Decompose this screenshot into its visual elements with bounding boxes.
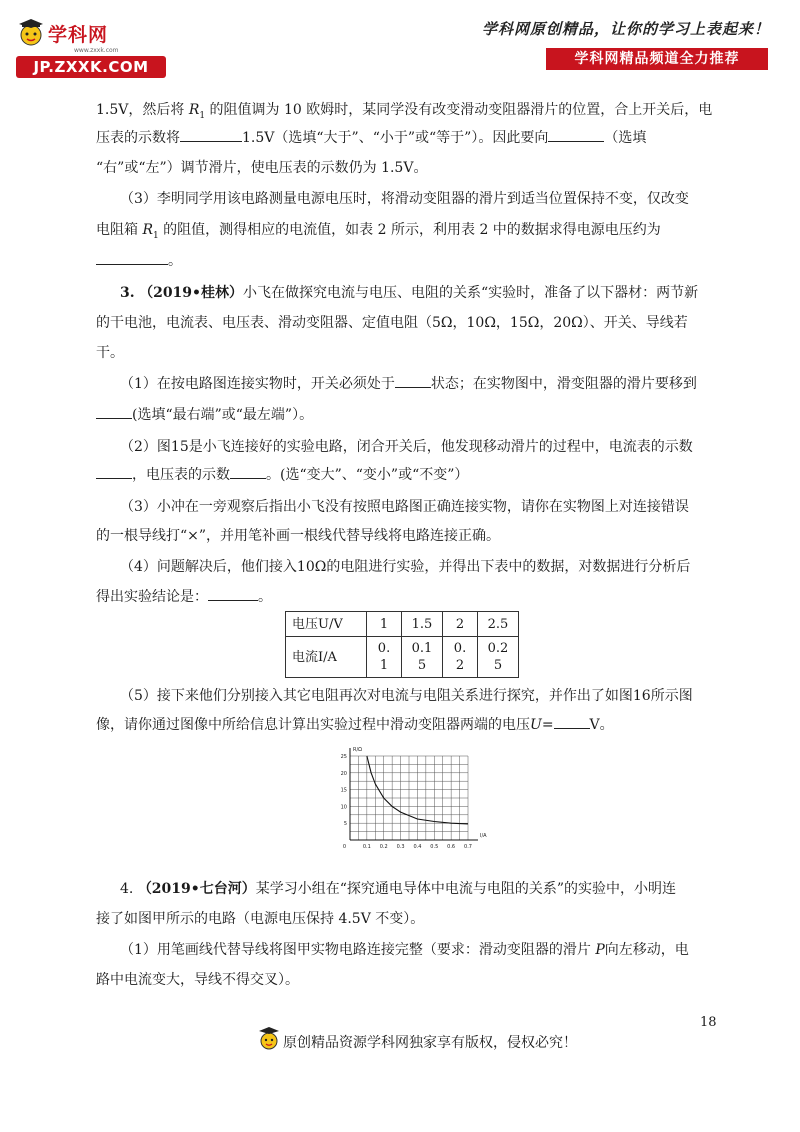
text-line: 的一根导线打“×”，并用笔补画一根线代替导线将电路连接正确。 (96, 528, 501, 544)
zxxk-logo (14, 14, 174, 76)
table-cell: 1 (367, 612, 402, 637)
data-table (285, 611, 519, 678)
page-footer (258, 1026, 598, 1056)
text-line: （3）李明同学用该电路测量电源电压时，将滑动变阻器的滑片到适当位置保持不变，仅改变 (120, 191, 689, 207)
footer-copyright: 原创精品资源学科网独家享有版权，侵权必究！ (283, 1035, 577, 1051)
text-line: 的干电池，电流表、电压表、滑动变阻器、定值电阻（5Ω，10Ω，15Ω，20Ω）、开关、导线若 (96, 315, 688, 331)
table-cell: 2.5 (478, 612, 519, 637)
y-axis-label: R/Ω (353, 747, 362, 753)
y-tick-label: 25 (340, 754, 347, 760)
y-tick-label: 10 (340, 804, 347, 811)
logo-url: JP.ZXXK.COM (33, 58, 149, 76)
mascot-icon (258, 1026, 280, 1052)
header-slogan: 学科网原创精品，让你的学习上表起来！ (481, 20, 770, 38)
text-line: 像，请你通过图像中所给信息计算出实验过程中滑动变阻器两端的电压U= V。 (96, 717, 614, 733)
x-tick-label: 0.3 (396, 844, 405, 850)
x-tick-label: 0.7 (464, 844, 472, 850)
text-line: 。 (96, 252, 182, 270)
table-cell: 电流I/A (286, 637, 367, 678)
table-cell: 电压U/V (286, 612, 367, 637)
text-line: （1）在按电路图连接实物时，开关必须处于 状态；在实物图中，滑变阻器的滑片要移到 (120, 376, 697, 392)
x-tick-label: 0.4 (413, 844, 422, 850)
logo-small-url: www.zxxk.com (74, 47, 119, 54)
answer-blank (548, 129, 604, 142)
y-tick-label: 20 (340, 770, 347, 777)
text-line: (选填“最右端”或“最左端”）。 (96, 406, 313, 424)
banner-text: 学科网精品频道全力推荐 (574, 51, 740, 67)
text-line: 电阻箱 $R_1$ 的阻值，测得相应的电流值，如表 2 所示，利用表 2 中的数据求得电源电压约为 (96, 222, 661, 241)
answer-blank (96, 252, 168, 265)
answer-blank (554, 716, 590, 729)
x-axis-label: I/A (480, 833, 487, 839)
text-line: 路中电流变大，导线不得交叉）。 (96, 972, 299, 988)
x-tick-label: 0.2 (379, 844, 388, 850)
mascot-icon (16, 18, 46, 48)
table-cell: 0.1 5 (402, 637, 443, 678)
table-cell: 0. 2 (443, 637, 478, 678)
origin-label: 0 (342, 844, 346, 850)
x-tick-label: 0.1 (362, 844, 371, 850)
logo-url-bar (16, 56, 166, 78)
question-4-heading: 4. （2019•七台河）某学习小组在“探究通电导体中电流与电阻的关系”的实验中，小明连 (120, 881, 677, 897)
header-banner (546, 48, 768, 70)
answer-blank (96, 466, 132, 479)
text-line: （5）接下来他们分别接入其它电阻再次对电流与电阻关系进行探究，并作出了如图16所示图 (120, 688, 693, 704)
text-line: 接了如图甲所示的电路（电源电压保持 4.5V 不变）。 (96, 911, 425, 927)
table-cell: 1.5 (402, 612, 443, 637)
logo-chinese-text: 学科网 (48, 24, 109, 46)
text-line: “右”或“左”）调节滑片，使电压表的示数仍为 1.5V。 (96, 160, 428, 176)
page-header (0, 0, 800, 78)
text-line: 1.5V，然后将 $R_1$ 的阻值调为 10 欧姆时，某同学没有改变滑动变阻器滑片的位置，合上开关后，电 (96, 102, 713, 121)
text-line: 压表的示数将 1.5V（选填“大于”、“小于”或“等于”）。因此要向 （选填 (96, 130, 647, 146)
answer-blank (395, 375, 431, 388)
text-line: （1）用笔画线代替导线将图甲实物电路连接完整（要求：滑动变阻器的滑片 P向左移动，电 (120, 942, 689, 958)
answer-blank (96, 406, 132, 419)
y-tick-label: 15 (340, 787, 347, 794)
text-line: （4）问题解决后，他们接入10Ω的电阻进行实验，并得出下表中的数据，对数据进行分析后 (120, 559, 691, 575)
page-number: 18 (700, 1015, 717, 1030)
text-line: ，电压表的示数 。(选“变大”、“变小”或“不变”） (96, 466, 468, 484)
table-row (286, 637, 519, 678)
table-cell: 0. 1 (367, 637, 402, 678)
r-i-graph (326, 746, 496, 856)
answer-blank (208, 588, 258, 601)
x-tick-label: 0.5 (430, 844, 439, 850)
text-line: （2）图15是小飞连接好的实验电路，闭合开关后，他发现移动滑片的过程中，电流表的示数 (120, 439, 693, 455)
table-cell: 2 (443, 612, 478, 637)
text-line: （3）小冲在一旁观察后指出小飞没有按照电路图正确连接实物，请你在实物图上对连接错误 (120, 499, 689, 515)
y-tick-label: 5 (343, 821, 347, 828)
answer-blank (230, 466, 266, 479)
question-3-heading: 3. （2019•桂林）小飞在做探究电流与电压、电阻的关系“实验时，准备了以下器材：两节新 (120, 285, 699, 301)
answer-blank (180, 129, 242, 142)
text-line: 干。 (96, 345, 124, 361)
text-line: 得出实验结论是： 。 (96, 589, 272, 605)
x-tick-label: 0.6 (447, 844, 456, 850)
table-row (286, 612, 519, 637)
table-cell: 0.2 5 (478, 637, 519, 678)
